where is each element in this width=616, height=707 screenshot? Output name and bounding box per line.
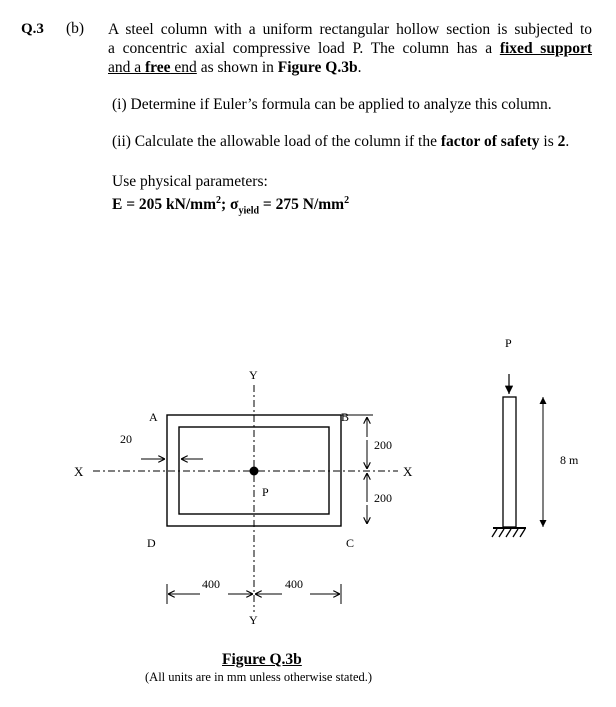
param-e: E = 205 kN/mm (112, 196, 216, 214)
intro-line-2-text: a concentric axial compressive load P. The column has a (108, 40, 500, 57)
figure-caption: Figure Q.3b (222, 651, 302, 668)
end-text: end (170, 59, 197, 76)
label-d: D (147, 536, 156, 550)
intro-line-1: A steel column with a uniform rectangular hollow section is subjected to (108, 21, 592, 38)
label-a: A (149, 410, 158, 424)
label-p-center: P (262, 485, 269, 499)
dim-thickness: 20 (120, 432, 132, 446)
params-heading: Use physical parameters: (112, 173, 268, 190)
as-shown-text: as shown in (196, 59, 278, 76)
figure-note: (All units are in mm unless otherwise stated.) (145, 670, 373, 684)
part-i: (i) Determine if Euler’s formula can be applied to analyze this column. (112, 96, 552, 113)
param-sigma-sub: yield (238, 205, 260, 217)
period: . (357, 59, 362, 76)
label-c: C (346, 536, 355, 550)
figure-ref: Figure Q.3b (277, 59, 358, 76)
fixed-support-text: fixed support (499, 40, 592, 57)
part-ii-is: is (539, 133, 558, 150)
question-part: (b) (66, 20, 85, 37)
param-sep: ; (221, 196, 231, 214)
label-x-right: X (403, 464, 413, 479)
question-number: Q.3 (21, 21, 44, 37)
label-y-top: Y (249, 368, 258, 382)
fos-value: 2 (557, 133, 566, 150)
part-ii-period: . (565, 133, 570, 150)
param-sigma-sup: 2 (344, 195, 350, 206)
dim-200-top: 200 (374, 438, 392, 452)
free-text: free (145, 59, 171, 76)
dim-200-bottom: 200 (374, 491, 392, 505)
param-sigma: σ (230, 196, 239, 214)
dim-400-right: 400 (285, 577, 303, 591)
label-b: B (341, 410, 350, 424)
param-sigma-value: = 275 N/mm (259, 196, 345, 214)
dim-column-length: 8 m (560, 453, 579, 467)
column-member (503, 397, 516, 527)
load-point (250, 467, 259, 476)
dim-400-left: 400 (202, 577, 220, 591)
label-p-column: P (505, 336, 512, 350)
factor-of-safety-text: factor of safety (440, 133, 540, 150)
label-y-bottom: Y (249, 613, 258, 627)
label-x-left: X (74, 464, 84, 479)
part-ii-text: (ii) Calculate the allowable load of the column if the (112, 133, 441, 150)
param-e-sup: 2 (216, 195, 221, 206)
fixed-support-hatch (492, 529, 525, 537)
intro-line-3-and-a: and a (108, 59, 146, 76)
